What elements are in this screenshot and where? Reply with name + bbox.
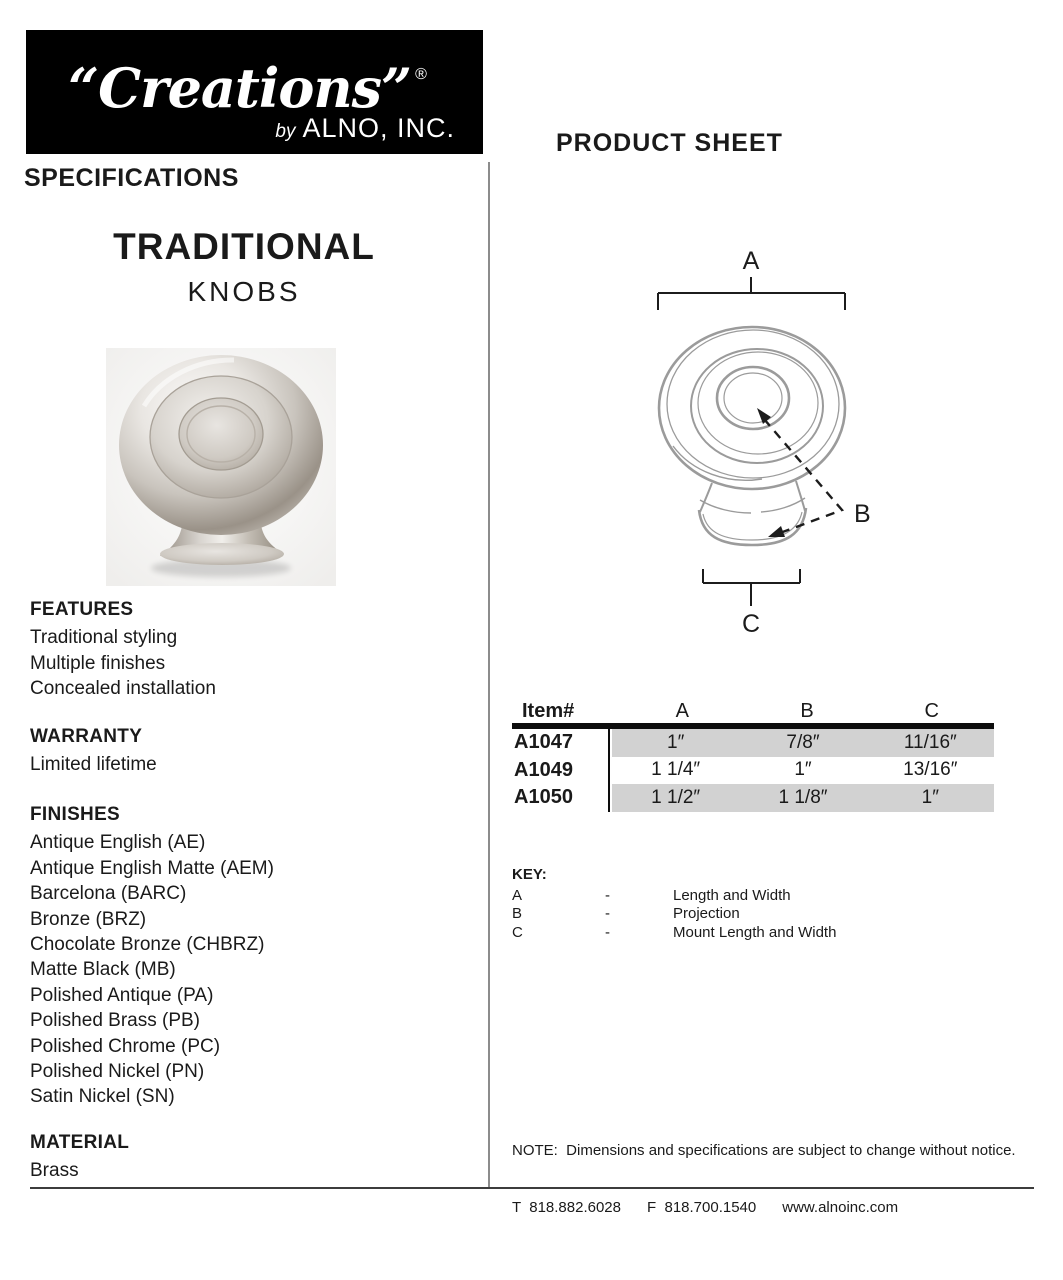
key-dash: -	[605, 923, 610, 941]
key-label: A	[512, 886, 523, 904]
row-data	[612, 757, 994, 785]
product-photo-knob	[106, 348, 336, 586]
key-heading: KEY:	[512, 866, 547, 883]
material-item: Brass	[30, 1160, 79, 1182]
registered-trademark-icon: ®	[415, 66, 427, 83]
finish-item: Polished Chrome (PC)	[30, 1035, 221, 1057]
brand-name-text: “Creations”	[68, 56, 412, 120]
key-description: Mount Length and Width	[673, 923, 837, 941]
table-body	[512, 729, 994, 812]
dimension-label-a: A	[742, 247, 760, 275]
arrowhead-icon	[768, 526, 785, 537]
warranty-heading: WARRANTY	[30, 726, 143, 747]
dimensions-table	[512, 699, 994, 812]
table-row	[512, 729, 994, 757]
key-section	[512, 866, 836, 942]
column-header-a: A	[675, 700, 689, 722]
finish-item: Barcelona (BARC)	[30, 883, 187, 905]
warranty-section	[30, 724, 475, 778]
dim-c-cell: 11/16″	[903, 731, 957, 753]
dim-a-cell: 1″	[667, 731, 685, 753]
page-title: TRADITIONAL	[113, 226, 375, 267]
key-row	[512, 887, 836, 906]
dimension-diagram	[560, 240, 960, 650]
features-section	[30, 597, 475, 702]
note-text: NOTE: Dimensions and specifications are subject to change without notice.	[512, 1142, 1016, 1159]
finish-item: Matte Black (MB)	[30, 959, 176, 981]
feature-item: Traditional styling	[30, 627, 178, 649]
row-data	[612, 729, 994, 757]
fax-text: F 818.700.1540	[646, 1199, 757, 1216]
column-divider-line	[488, 162, 490, 1188]
item-number-cell: A1050	[514, 786, 573, 809]
item-number-cell: A1047	[514, 731, 573, 754]
finish-item: Chocolate Bronze (CHBRZ)	[30, 934, 265, 956]
material-heading: MATERIAL	[30, 1132, 130, 1153]
row-data	[612, 784, 994, 812]
brand-script-text	[26, 44, 469, 119]
finish-item: Bronze (BRZ)	[30, 908, 147, 930]
knob-line-drawing	[659, 327, 845, 545]
item-number-cell: A1049	[514, 758, 573, 781]
page-subtitle: KNOBS	[187, 276, 301, 307]
key-row	[512, 924, 836, 943]
dimension-bracket-c	[703, 569, 800, 606]
dimension-arrows-b	[757, 408, 842, 537]
column-header-c: C	[924, 700, 939, 722]
product-sheet-title: PRODUCT SHEET	[556, 129, 783, 157]
byline-by-text: by	[275, 121, 296, 142]
brand-logo	[26, 30, 483, 154]
table-row	[512, 784, 994, 812]
dimension-bracket-a	[658, 277, 845, 310]
dimension-label-c: C	[741, 610, 761, 638]
finishes-section	[30, 802, 475, 1110]
finish-item: Polished Antique (PA)	[30, 984, 214, 1006]
key-description: Projection	[673, 905, 740, 922]
finish-item: Antique English (AE)	[30, 832, 206, 854]
website-text: www.alnoinc.com	[782, 1199, 899, 1216]
arrowhead-icon	[757, 408, 771, 424]
dim-a-cell: 1 1/4″	[651, 759, 701, 781]
footer-contact	[512, 1199, 898, 1216]
dimension-label-b: B	[854, 500, 871, 528]
key-row	[512, 905, 836, 924]
dim-b-cell: 1 1/8″	[778, 786, 828, 808]
finishes-heading: FINISHES	[30, 804, 121, 825]
key-description: Length and Width	[673, 886, 791, 904]
key-label: C	[512, 923, 523, 941]
feature-item: Concealed installation	[30, 678, 216, 700]
phone-text: T 818.882.6028	[512, 1199, 621, 1216]
dim-c-cell: 13/16″	[903, 759, 958, 781]
feature-item: Multiple finishes	[30, 652, 166, 674]
finish-item: Antique English Matte (AEM)	[30, 857, 274, 879]
table-row	[512, 757, 994, 785]
dim-a-cell: 1 1/2″	[651, 786, 701, 808]
specifications-title: SPECIFICATIONS	[24, 164, 239, 192]
table-vertical-rule	[608, 729, 610, 812]
dim-c-cell: 1″	[921, 786, 939, 808]
brand-byline	[275, 113, 455, 144]
features-heading: FEATURES	[30, 599, 134, 620]
finish-item: Satin Nickel (SN)	[30, 1086, 175, 1108]
key-dash: -	[605, 905, 610, 922]
finish-item: Polished Brass (PB)	[30, 1010, 201, 1032]
column-header-b: B	[800, 700, 814, 722]
column-header-item: Item#	[522, 700, 575, 722]
material-section	[30, 1130, 475, 1184]
table-header-row	[512, 699, 994, 723]
dim-b-cell: 7/8″	[786, 731, 820, 753]
key-dash: -	[605, 886, 610, 904]
finish-item: Polished Nickel (PN)	[30, 1061, 205, 1083]
warranty-item: Limited lifetime	[30, 754, 157, 776]
footer-rule-line	[30, 1187, 1034, 1189]
byline-company-text: ALNO, INC.	[302, 113, 455, 143]
key-label: B	[512, 905, 523, 922]
dim-b-cell: 1″	[794, 759, 812, 781]
